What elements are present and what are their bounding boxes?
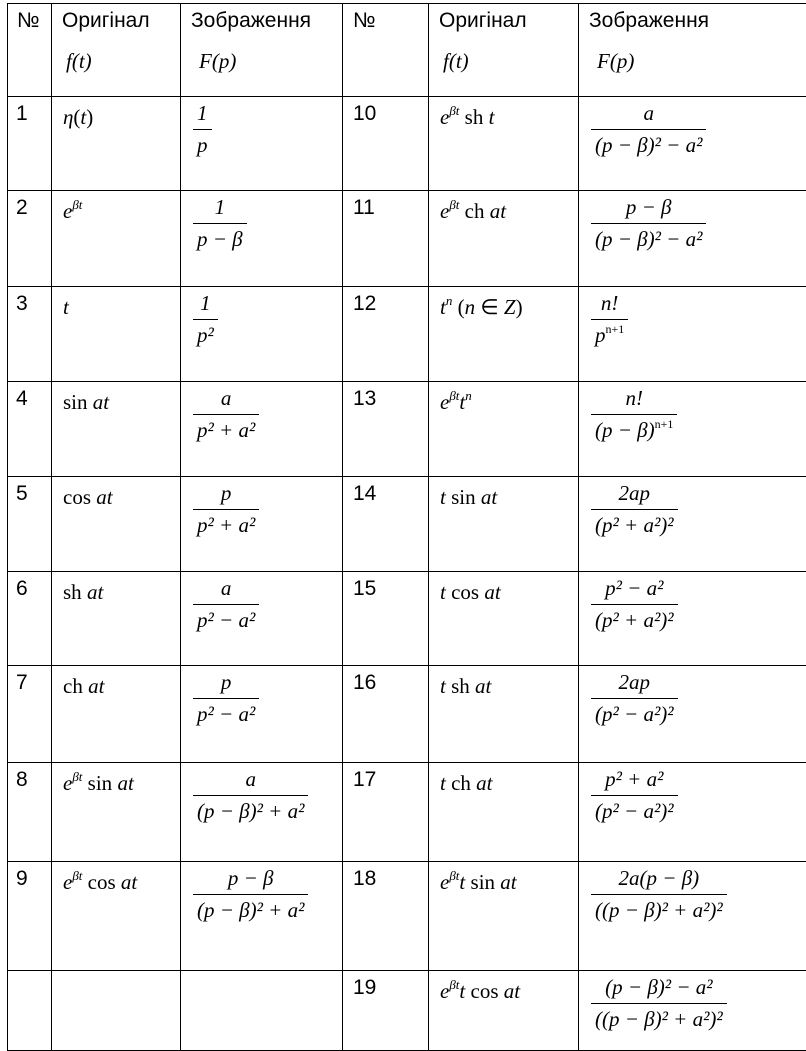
left-num-cell bbox=[8, 97, 52, 191]
left-num-cell bbox=[8, 763, 52, 862]
left-img-cell bbox=[181, 572, 343, 666]
table-row bbox=[8, 666, 806, 763]
right-num-cell bbox=[343, 477, 429, 572]
left-num-cell bbox=[8, 572, 52, 666]
right-img-cell bbox=[579, 971, 806, 1051]
table-row bbox=[8, 862, 806, 971]
left-img-cell bbox=[181, 191, 343, 287]
left-image-numerator: p − β bbox=[193, 866, 308, 894]
left-image-fraction bbox=[193, 576, 259, 633]
right-image-function bbox=[579, 477, 806, 538]
right-image-denominator: (p² + a²)² bbox=[591, 604, 678, 633]
right-original-function: $e^{\beta t}$ sh t bbox=[429, 97, 578, 130]
right-image-numerator: 2ap bbox=[591, 481, 678, 509]
left-image-fraction bbox=[193, 481, 259, 538]
left-row-number: 6 bbox=[8, 572, 51, 601]
left-img-cell bbox=[181, 862, 343, 971]
left-original-function: $e^{\beta t}$ sin at bbox=[52, 763, 180, 796]
left-image-denominator: p² − a² bbox=[193, 698, 259, 727]
right-img-cell bbox=[579, 862, 806, 971]
table-row bbox=[8, 382, 806, 477]
right-orig-cell bbox=[429, 862, 579, 971]
right-image-function bbox=[579, 763, 806, 824]
right-image-denominator: (p − β)² − a² bbox=[591, 223, 706, 252]
right-image-function bbox=[579, 287, 806, 348]
right-row-number: 15 bbox=[343, 572, 428, 601]
header-orig-right: Оригінал bbox=[429, 4, 578, 35]
right-img-cell bbox=[579, 666, 806, 763]
table-row bbox=[8, 572, 806, 666]
right-row-number: 12 bbox=[343, 287, 428, 316]
left-num-cell bbox=[8, 382, 52, 477]
right-img-cell bbox=[579, 97, 806, 191]
right-image-function bbox=[579, 382, 806, 443]
right-num-cell bbox=[343, 382, 429, 477]
header-num-right: № bbox=[343, 4, 428, 35]
right-original-function: t ch at bbox=[429, 763, 578, 796]
left-image-numerator: a bbox=[193, 576, 259, 604]
right-image-function bbox=[579, 572, 806, 633]
right-image-denominator: $(p - \beta)^{n+1}$ bbox=[591, 414, 677, 443]
right-orig-cell bbox=[429, 382, 579, 477]
right-num-cell bbox=[343, 287, 429, 382]
right-image-numerator: 2a(p − β) bbox=[591, 866, 727, 894]
left-num-cell bbox=[8, 862, 52, 971]
right-num-cell bbox=[343, 572, 429, 666]
empty-cell bbox=[52, 971, 181, 1051]
right-image-denominator: (p² + a²)² bbox=[591, 509, 678, 538]
right-row-number: 13 bbox=[343, 382, 428, 411]
right-img-cell bbox=[579, 572, 806, 666]
header-row bbox=[8, 4, 806, 97]
header-img-cell bbox=[181, 4, 343, 97]
left-image-numerator: a bbox=[193, 386, 259, 414]
right-original-function: t sin at bbox=[429, 477, 578, 510]
right-original-function: $e^{\beta t}$ ch at bbox=[429, 191, 578, 224]
left-original-function: sh at bbox=[52, 572, 180, 605]
right-img-cell bbox=[579, 477, 806, 572]
right-row-number: 17 bbox=[343, 763, 428, 792]
right-orig-cell bbox=[429, 763, 579, 862]
left-image-function bbox=[181, 862, 342, 923]
right-row-number: 14 bbox=[343, 477, 428, 506]
left-row-number: 2 bbox=[8, 191, 51, 220]
header-num: № bbox=[8, 4, 51, 35]
table-body bbox=[8, 97, 806, 1051]
left-image-denominator: (p − β)² + a² bbox=[193, 894, 308, 923]
left-image-function bbox=[181, 572, 342, 633]
left-image-function bbox=[181, 666, 342, 727]
left-image-function bbox=[181, 191, 342, 252]
header-orig-func-right: f(t) bbox=[429, 35, 578, 74]
right-orig-cell bbox=[429, 971, 579, 1051]
right-image-fraction bbox=[591, 576, 678, 633]
left-image-numerator: a bbox=[193, 767, 308, 795]
header-orig-cell bbox=[52, 4, 181, 97]
left-image-fraction bbox=[193, 291, 218, 348]
left-orig-cell bbox=[52, 191, 181, 287]
right-image-function bbox=[579, 191, 806, 252]
right-orig-cell bbox=[429, 191, 579, 287]
right-image-fraction bbox=[591, 101, 706, 158]
left-image-numerator: 1 bbox=[193, 101, 212, 129]
right-num-cell bbox=[343, 97, 429, 191]
left-image-denominator: p − β bbox=[193, 223, 247, 252]
right-image-fraction bbox=[591, 386, 677, 443]
left-orig-cell bbox=[52, 862, 181, 971]
left-image-denominator: p bbox=[193, 129, 212, 158]
right-image-denominator: ((p − β)² + a²)² bbox=[591, 1003, 727, 1032]
left-image-fraction bbox=[193, 386, 259, 443]
right-image-fraction bbox=[591, 767, 678, 824]
right-orig-cell bbox=[429, 572, 579, 666]
left-row-number: 9 bbox=[8, 862, 51, 891]
right-original-function: $t^n$ (n ∈ Z) bbox=[429, 287, 578, 320]
table-row bbox=[8, 287, 806, 382]
right-image-denominator: (p − β)² − a² bbox=[591, 129, 706, 158]
right-row-number: 10 bbox=[343, 97, 428, 126]
right-original-function: t cos at bbox=[429, 572, 578, 605]
left-image-function bbox=[181, 287, 342, 348]
left-original-function: t bbox=[52, 287, 180, 320]
left-row-number: 1 bbox=[8, 97, 51, 126]
table-row bbox=[8, 971, 806, 1051]
left-original-function: sin at bbox=[52, 382, 180, 415]
right-orig-cell bbox=[429, 477, 579, 572]
left-image-numerator: p bbox=[193, 670, 259, 698]
left-original-function: η(t) bbox=[52, 97, 180, 130]
left-img-cell bbox=[181, 287, 343, 382]
left-image-denominator: p² bbox=[193, 319, 218, 348]
left-row-number: 7 bbox=[8, 666, 51, 695]
laplace-transform-table bbox=[7, 3, 806, 1051]
right-orig-cell bbox=[429, 666, 579, 763]
left-img-cell bbox=[181, 666, 343, 763]
right-image-function bbox=[579, 666, 806, 727]
right-image-function bbox=[579, 97, 806, 158]
right-num-cell bbox=[343, 971, 429, 1051]
left-image-denominator: p² + a² bbox=[193, 414, 259, 443]
left-img-cell bbox=[181, 477, 343, 572]
left-num-cell bbox=[8, 477, 52, 572]
left-orig-cell bbox=[52, 287, 181, 382]
right-img-cell bbox=[579, 382, 806, 477]
right-row-number: 11 bbox=[343, 191, 428, 220]
header-img-func-right: F(p) bbox=[579, 35, 806, 74]
left-original-function: ch at bbox=[52, 666, 180, 699]
empty-cell bbox=[181, 971, 343, 1051]
right-image-denominator: (p² − a²)² bbox=[591, 698, 678, 727]
header-num-cell-right bbox=[343, 4, 429, 97]
left-orig-cell bbox=[52, 382, 181, 477]
left-orig-cell bbox=[52, 572, 181, 666]
right-num-cell bbox=[343, 666, 429, 763]
right-image-numerator: a bbox=[591, 101, 706, 129]
right-image-denominator: (p² − a²)² bbox=[591, 795, 678, 824]
right-orig-cell bbox=[429, 287, 579, 382]
left-orig-cell bbox=[52, 477, 181, 572]
right-image-numerator: p² − a² bbox=[591, 576, 678, 604]
left-image-fraction bbox=[193, 767, 308, 824]
right-row-number: 16 bbox=[343, 666, 428, 695]
left-num-cell bbox=[8, 287, 52, 382]
empty-cell bbox=[8, 971, 52, 1051]
right-original-function: $e^{\beta t}t^n$ bbox=[429, 382, 578, 415]
left-image-numerator: p bbox=[193, 481, 259, 509]
left-num-cell bbox=[8, 191, 52, 287]
right-image-fraction bbox=[591, 975, 727, 1032]
left-img-cell bbox=[181, 382, 343, 477]
header-orig-func: f(t) bbox=[52, 35, 180, 74]
left-num-cell bbox=[8, 666, 52, 763]
right-row-number: 18 bbox=[343, 862, 428, 891]
header-img-cell-right bbox=[579, 4, 806, 97]
left-row-number: 4 bbox=[8, 382, 51, 411]
left-image-fraction bbox=[193, 101, 212, 158]
right-image-numerator: p − β bbox=[591, 195, 706, 223]
header-orig-cell-right bbox=[429, 4, 579, 97]
header-img-right: Зображення bbox=[579, 4, 806, 35]
left-image-fraction bbox=[193, 670, 259, 727]
right-original-function: $e^{\beta t}t$ cos at bbox=[429, 971, 578, 1004]
right-image-numerator: 2ap bbox=[591, 670, 678, 698]
right-num-cell bbox=[343, 862, 429, 971]
left-image-function bbox=[181, 97, 342, 158]
left-img-cell bbox=[181, 763, 343, 862]
left-image-numerator: 1 bbox=[193, 195, 247, 223]
left-orig-cell bbox=[52, 763, 181, 862]
header-img-func: F(p) bbox=[181, 35, 342, 74]
left-image-fraction bbox=[193, 866, 308, 923]
left-row-number: 8 bbox=[8, 763, 51, 792]
left-original-function: cos at bbox=[52, 477, 180, 510]
header-img: Зображення bbox=[181, 4, 342, 35]
table-row bbox=[8, 477, 806, 572]
header-orig: Оригінал bbox=[52, 4, 180, 35]
right-image-fraction bbox=[591, 195, 706, 252]
left-image-denominator: (p − β)² + a² bbox=[193, 795, 308, 824]
left-img-cell bbox=[181, 97, 343, 191]
left-row-number: 5 bbox=[8, 477, 51, 506]
right-image-denominator: $p^{n+1}$ bbox=[591, 319, 628, 348]
right-original-function: t sh at bbox=[429, 666, 578, 699]
left-original-function: $e^{\beta t}$ bbox=[52, 191, 180, 224]
right-img-cell bbox=[579, 287, 806, 382]
right-image-numerator: n! bbox=[591, 386, 677, 414]
table-row bbox=[8, 763, 806, 862]
right-image-numerator: p² + a² bbox=[591, 767, 678, 795]
left-original-function: $e^{\beta t}$ cos at bbox=[52, 862, 180, 895]
right-image-fraction bbox=[591, 291, 628, 348]
right-original-function: $e^{\beta t}t$ sin at bbox=[429, 862, 578, 895]
right-image-fraction bbox=[591, 481, 678, 538]
left-image-function bbox=[181, 763, 342, 824]
right-row-number: 19 bbox=[343, 971, 428, 1000]
right-image-function bbox=[579, 862, 806, 923]
header-num-cell bbox=[8, 4, 52, 97]
left-row-number: 3 bbox=[8, 287, 51, 316]
table-row bbox=[8, 191, 806, 287]
right-num-cell bbox=[343, 763, 429, 862]
left-image-function bbox=[181, 382, 342, 443]
left-image-denominator: p² − a² bbox=[193, 604, 259, 633]
left-orig-cell bbox=[52, 666, 181, 763]
left-orig-cell bbox=[52, 97, 181, 191]
right-image-fraction bbox=[591, 670, 678, 727]
right-image-fraction bbox=[591, 866, 727, 923]
right-img-cell bbox=[579, 763, 806, 862]
right-img-cell bbox=[579, 191, 806, 287]
right-num-cell bbox=[343, 191, 429, 287]
left-image-fraction bbox=[193, 195, 247, 252]
right-orig-cell bbox=[429, 97, 579, 191]
left-image-denominator: p² + a² bbox=[193, 509, 259, 538]
left-image-function bbox=[181, 477, 342, 538]
left-image-numerator: 1 bbox=[193, 291, 218, 319]
right-image-function bbox=[579, 971, 806, 1032]
right-image-numerator: n! bbox=[591, 291, 628, 319]
right-image-denominator: ((p − β)² + a²)² bbox=[591, 894, 727, 923]
table-row bbox=[8, 97, 806, 191]
right-image-numerator: (p − β)² − a² bbox=[591, 975, 727, 1003]
